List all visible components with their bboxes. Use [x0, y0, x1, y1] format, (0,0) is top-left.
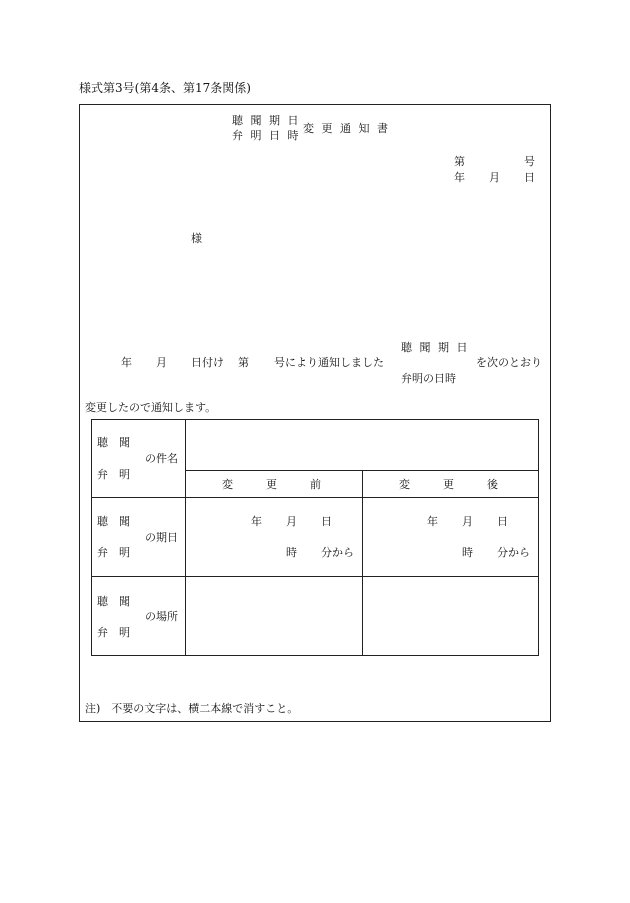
body-option-hearing-date: 聴 聞 期 日 [401, 341, 470, 354]
date-label-explanation: 弁 明 [97, 546, 130, 559]
body-month: 月 [156, 356, 167, 369]
after-hour: 時 [462, 546, 473, 559]
place-label-suffix: の場所 [145, 610, 178, 623]
body-year: 年 [121, 356, 132, 369]
footnote: 注) 不要の文字は、横二本線で消すこと。 [85, 702, 299, 715]
after-year: 年 [427, 515, 438, 528]
date-label-suffix: の期日 [145, 531, 178, 544]
place-label-explanation: 弁 明 [97, 626, 130, 639]
date-label-hearing: 聴 聞 [97, 515, 130, 528]
body-dai: 第 [238, 356, 249, 369]
date-year: 年 [454, 171, 465, 184]
document-title: 変 更 通 知 書 [303, 122, 390, 135]
after-day: 日 [497, 515, 508, 528]
after-month: 月 [462, 515, 473, 528]
form-label: 様式第3号(第4条、第17条関係) [79, 81, 251, 95]
body-line2: 変更したので通知します。 [85, 401, 217, 414]
before-year: 年 [251, 515, 262, 528]
before-hour: 時 [286, 546, 297, 559]
case-label-suffix: の件名 [145, 452, 178, 465]
before-minute-from: 分から [321, 546, 354, 559]
body-day-dated: 日付け [191, 356, 224, 369]
doc-number-suffix: 号 [524, 155, 535, 168]
header-before-change: 変 更 前 [222, 478, 321, 491]
place-label-hearing: 聴 聞 [97, 595, 130, 608]
title-option-explanation-datetime: 弁 明 日 時 [232, 129, 301, 142]
body-option-explanation: 弁明の日時 [401, 372, 456, 385]
date-month: 月 [489, 171, 500, 184]
doc-number-prefix: 第 [454, 155, 465, 168]
date-day: 日 [524, 171, 535, 184]
case-label-hearing: 聴 聞 [97, 436, 130, 449]
after-minute-from: 分から [497, 546, 530, 559]
body-notified: 号により通知しました [274, 356, 384, 369]
before-day: 日 [321, 515, 332, 528]
case-label-explanation: 弁 明 [97, 468, 130, 481]
addressee-honorific: 様 [191, 232, 202, 245]
header-after-change: 変 更 後 [399, 478, 498, 491]
before-month: 月 [286, 515, 297, 528]
body-tail: を次のとおり [476, 356, 542, 369]
title-option-hearing-date: 聴 聞 期 日 [232, 114, 301, 127]
